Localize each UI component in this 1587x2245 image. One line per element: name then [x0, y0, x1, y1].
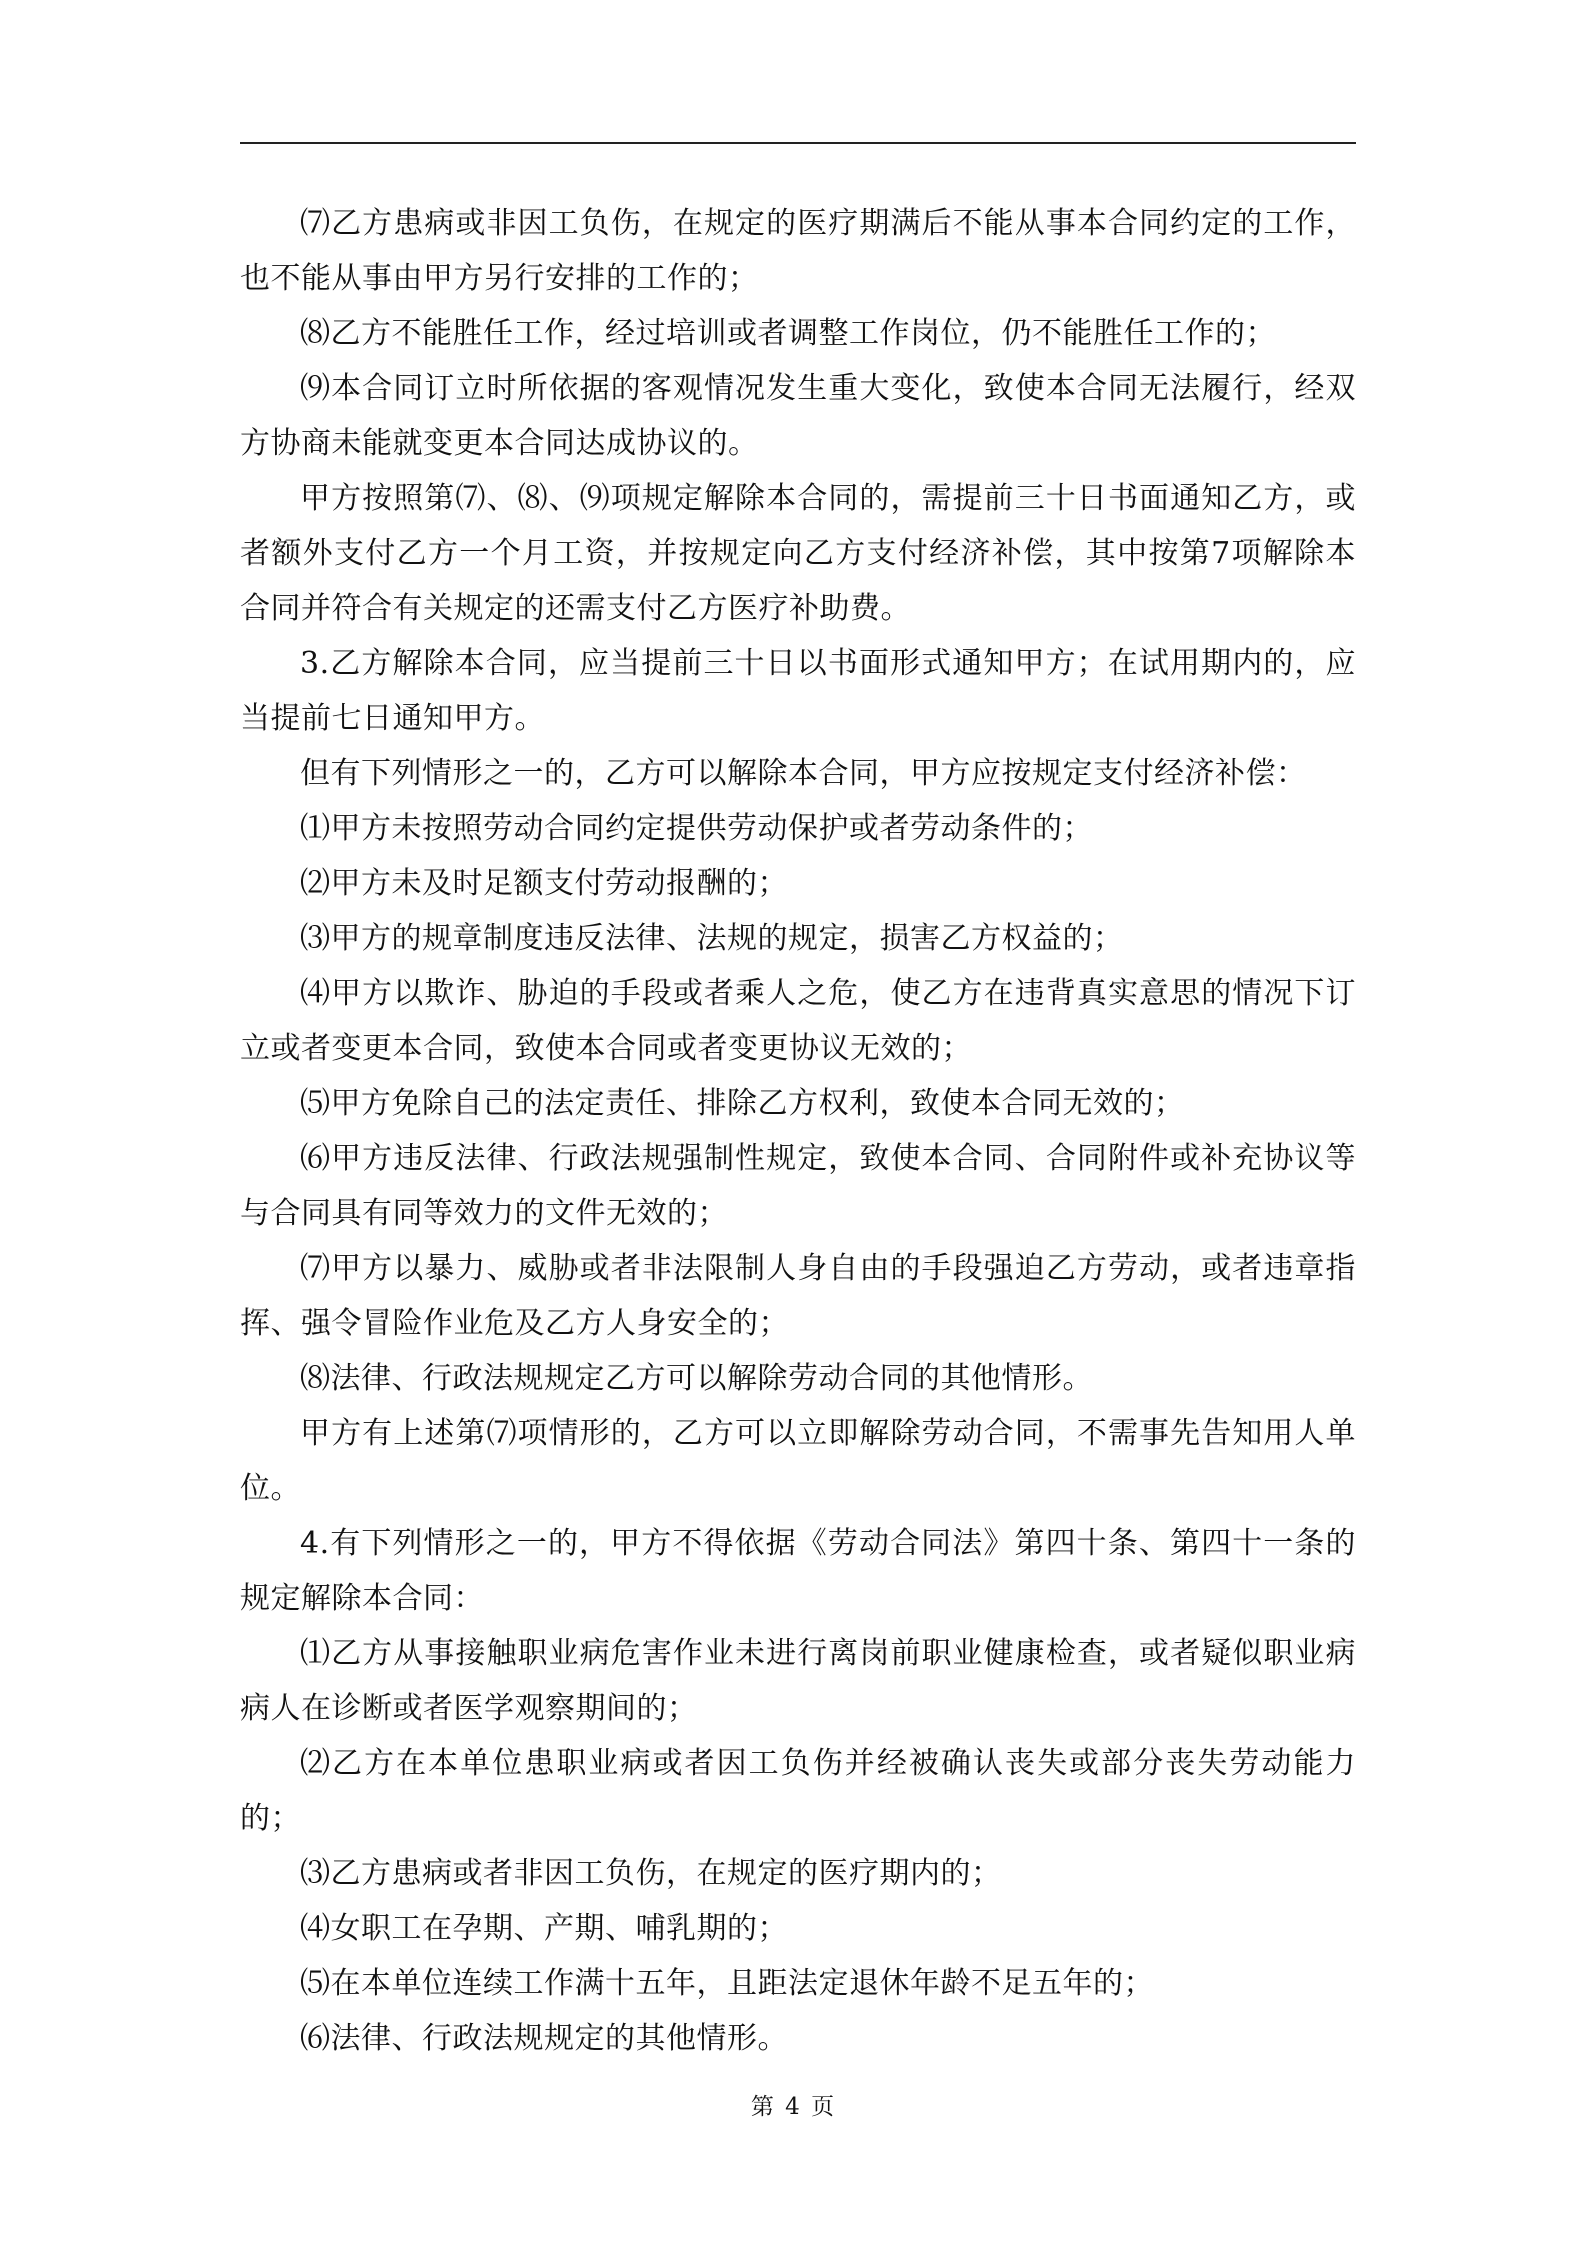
paragraph: ⑺乙方患病或非因工负伤，在规定的医疗期满后不能从事本合同约定的工作，也不能从事由甲方另行安排的工作的；: [240, 206, 1356, 296]
paragraph: ⑷女职工在孕期、产期、哺乳期的；: [300, 1911, 788, 1946]
paragraph: 甲方按照第⑺、⑻、⑼项规定解除本合同的，需提前三十日书面通知乙方，或者额外支付乙方一个月工资，并按规定向乙方支付经济补偿，其中按第7项解除本合同并符合有关规定的还需支付乙方医疗补助费。: [240, 481, 1356, 626]
paragraph: ⑼本合同订立时所依据的客观情况发生重大变化，致使本合同无法履行，经双方协商未能就变更本合同达成协议的。: [240, 371, 1356, 461]
header-rule: [240, 142, 1356, 144]
paragraph: 3.乙方解除本合同，应当提前三十日以书面形式通知甲方；在试用期内的，应当提前七日通知甲方。: [240, 646, 1356, 736]
paragraph: ⑷甲方以欺诈、胁迫的手段或者乘人之危，使乙方在违背真实意思的情况下订立或者变更本合同，致使本合同或者变更协议无效的；: [240, 976, 1356, 1066]
paragraph: ⑴乙方从事接触职业病危害作业未进行离岗前职业健康检查，或者疑似职业病病人在诊断或者医学观察期间的；: [240, 1636, 1356, 1726]
document-body: [240, 196, 1356, 2066]
paragraph: ⑶甲方的规章制度违反法律、法规的规定，损害乙方权益的；: [300, 921, 1124, 956]
paragraph: 但有下列情形之一的，乙方可以解除本合同，甲方应按规定支付经济补偿：: [300, 756, 1307, 791]
paragraph: ⑸在本单位连续工作满十五年，且距法定退休年龄不足五年的；: [300, 1966, 1154, 2001]
paragraph: ⑺甲方以暴力、威胁或者非法限制人身自由的手段强迫乙方劳动，或者违章指挥、强令冒险作业危及乙方人身安全的；: [240, 1251, 1356, 1341]
paragraph: ⑻乙方不能胜任工作，经过培训或者调整工作岗位，仍不能胜任工作的；: [300, 316, 1276, 351]
paragraph: ⑵甲方未及时足额支付劳动报酬的；: [300, 866, 788, 901]
paragraph: ⑶乙方患病或者非因工负伤，在规定的医疗期内的；: [300, 1856, 1002, 1891]
page-number: 第 4 页: [750, 2094, 837, 2120]
paragraph: ⑻法律、行政法规规定乙方可以解除劳动合同的其他情形。: [300, 1361, 1093, 1396]
paragraph: 4.有下列情形之一的，甲方不得依据《劳动合同法》第四十条、第四十一条的规定解除本合同：: [240, 1526, 1356, 1616]
paragraph: ⑹甲方违反法律、行政法规强制性规定，致使本合同、合同附件或补充协议等与合同具有同等效力的文件无效的；: [240, 1141, 1356, 1231]
paragraph: 甲方有上述第⑺项情形的，乙方可以立即解除劳动合同，不需事先告知用人单位。: [240, 1416, 1356, 1506]
paragraph: ⑹法律、行政法规规定的其他情形。: [300, 2021, 788, 2056]
paragraph: ⑸甲方免除自己的法定责任、排除乙方权利，致使本合同无效的；: [300, 1086, 1185, 1121]
paragraph: ⑴甲方未按照劳动合同约定提供劳动保护或者劳动条件的；: [300, 811, 1093, 846]
paragraph: ⑵乙方在本单位患职业病或者因工负伤并经被确认丧失或部分丧失劳动能力的；: [240, 1746, 1356, 1836]
